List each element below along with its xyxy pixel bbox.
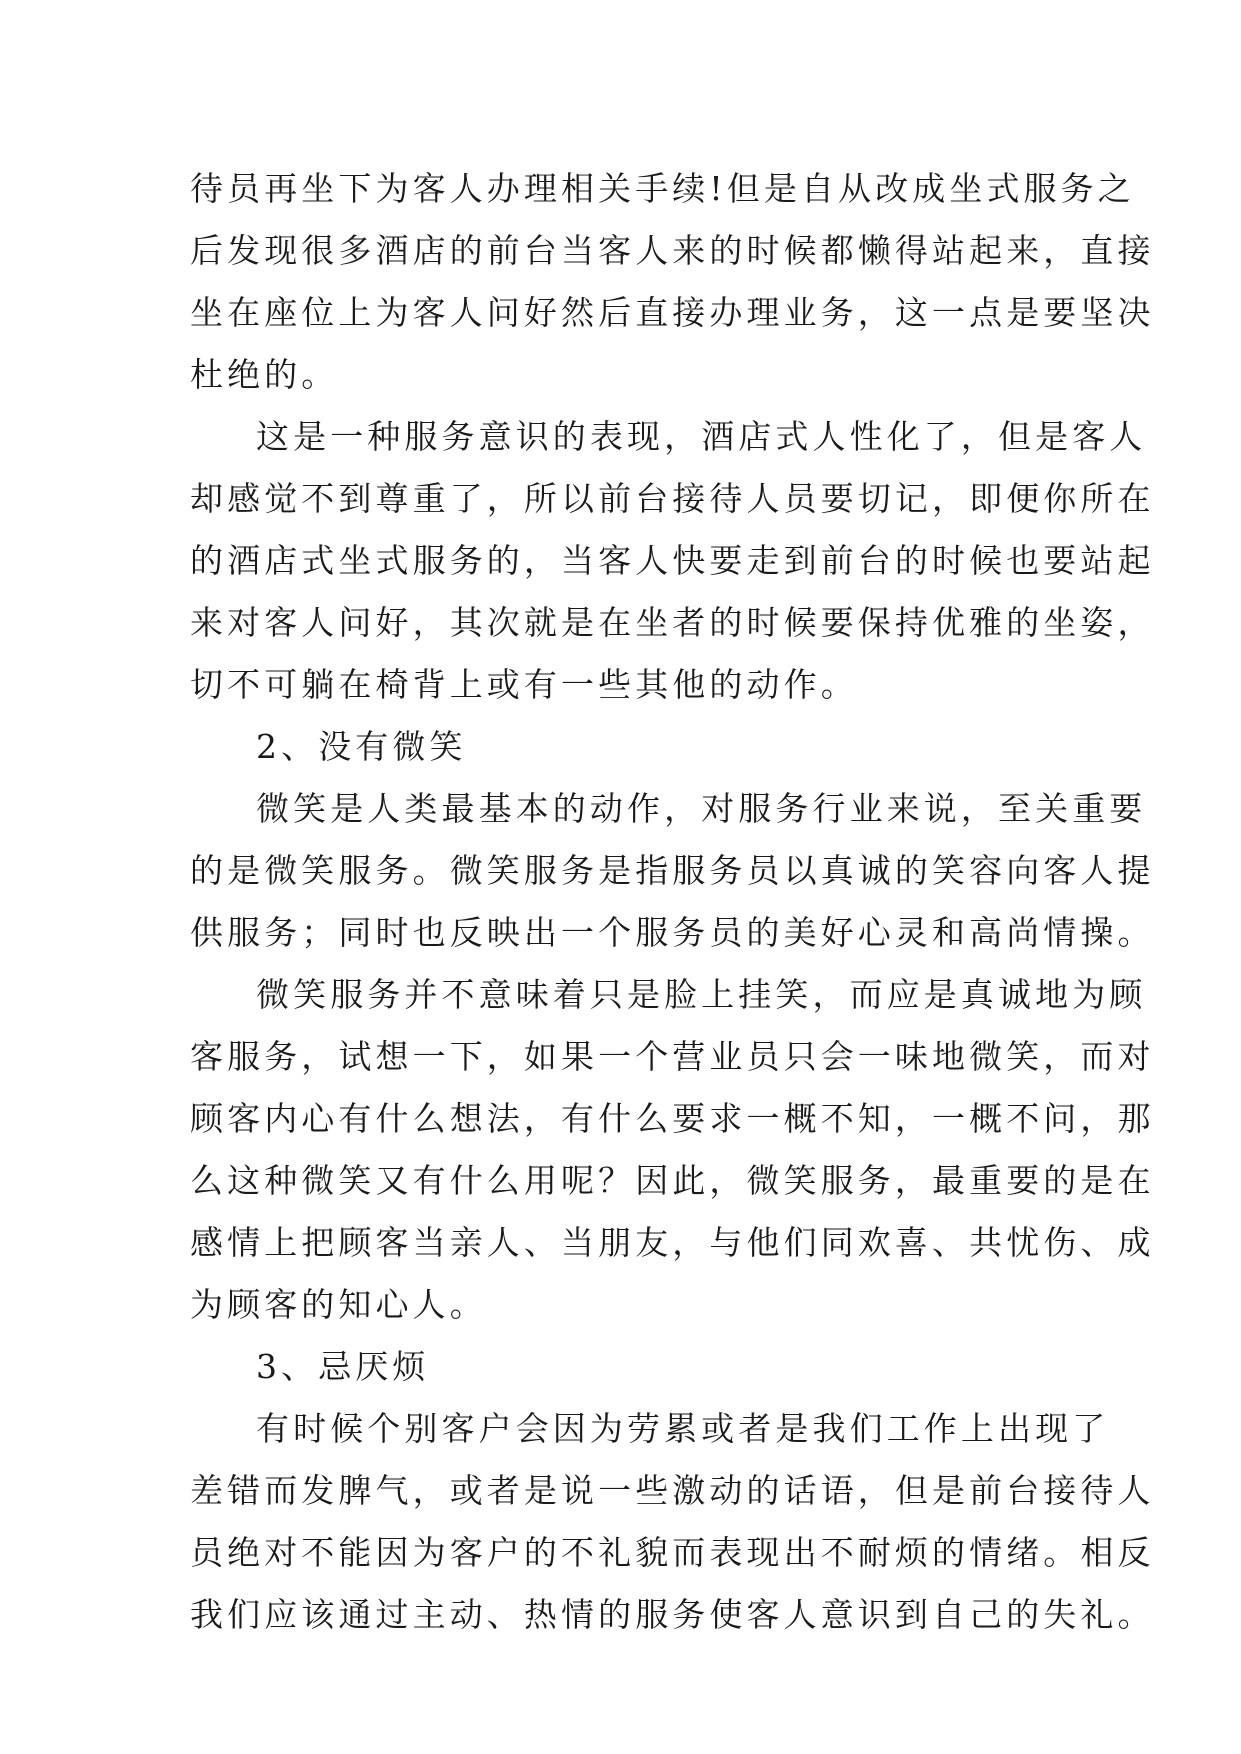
paragraph-first-line: 微笑服务并不意味着只是脸上挂笑，而应是真诚地为顾: [256, 975, 1147, 1014]
text-line: 么这种微笑又有什么用呢？因此，微笑服务，最重要的是在: [190, 1161, 1155, 1200]
section-heading: 2、没有微笑: [256, 727, 467, 766]
text-line: 切不可躺在椅背上或有一些其他的动作。: [190, 665, 858, 704]
text-line: 员绝对不能因为客户的不礼貌而表现出不耐烦的情绪。相反: [190, 1533, 1155, 1572]
section-heading: 3、忌厌烦: [256, 1347, 430, 1386]
text-line: 差错而发脾气，或者是说一些激动的话语，但是前台接待人: [190, 1471, 1155, 1510]
text-line: 的酒店式坐式服务的，当客人快要走到前台的时候也要站起: [190, 541, 1155, 580]
text-line: 感情上把顾客当亲人、当朋友，与他们同欢喜、共忧伤、成: [190, 1223, 1155, 1262]
text-line: 的是微笑服务。微笑服务是指服务员以真诚的笑容向客人提: [190, 851, 1155, 890]
text-line: 来对客人问好，其次就是在坐者的时候要保持优雅的坐姿，: [190, 603, 1155, 642]
text-line: 待员再坐下为客人办理相关手续!但是自从改成坐式服务之: [190, 169, 1135, 208]
text-line: 却感觉不到尊重了，所以前台接待人员要切记，即便你所在: [190, 479, 1155, 518]
text-line: 坐在座位上为客人问好然后直接办理业务，这一点是要坚决: [190, 293, 1155, 332]
text-line: 我们应该通过主动、热情的服务使客人意识到自己的失礼。: [190, 1595, 1155, 1634]
paragraph-first-line: 有时候个别客户会因为劳累或者是我们工作上出现了: [256, 1409, 1110, 1448]
text-line: 后发现很多酒店的前台当客人来的时候都懒得站起来，直接: [190, 231, 1155, 270]
paragraph-first-line: 微笑是人类最基本的动作，对服务行业来说，至关重要: [256, 789, 1147, 828]
document-body: [190, 158, 1155, 1646]
paragraph-first-line: 这是一种服务意识的表现，酒店式人性化了，但是客人: [256, 417, 1147, 456]
text-line: 杜绝的。: [190, 355, 339, 394]
text-line: 客服务，试想一下，如果一个营业员只会一味地微笑，而对: [190, 1037, 1155, 1076]
text-line: 供服务；同时也反映出一个服务员的美好心灵和高尚情操。: [190, 913, 1155, 952]
text-line: 顾客内心有什么想法，有什么要求一概不知，一概不问，那: [190, 1099, 1155, 1138]
text-line: 为顾客的知心人。: [190, 1285, 487, 1324]
